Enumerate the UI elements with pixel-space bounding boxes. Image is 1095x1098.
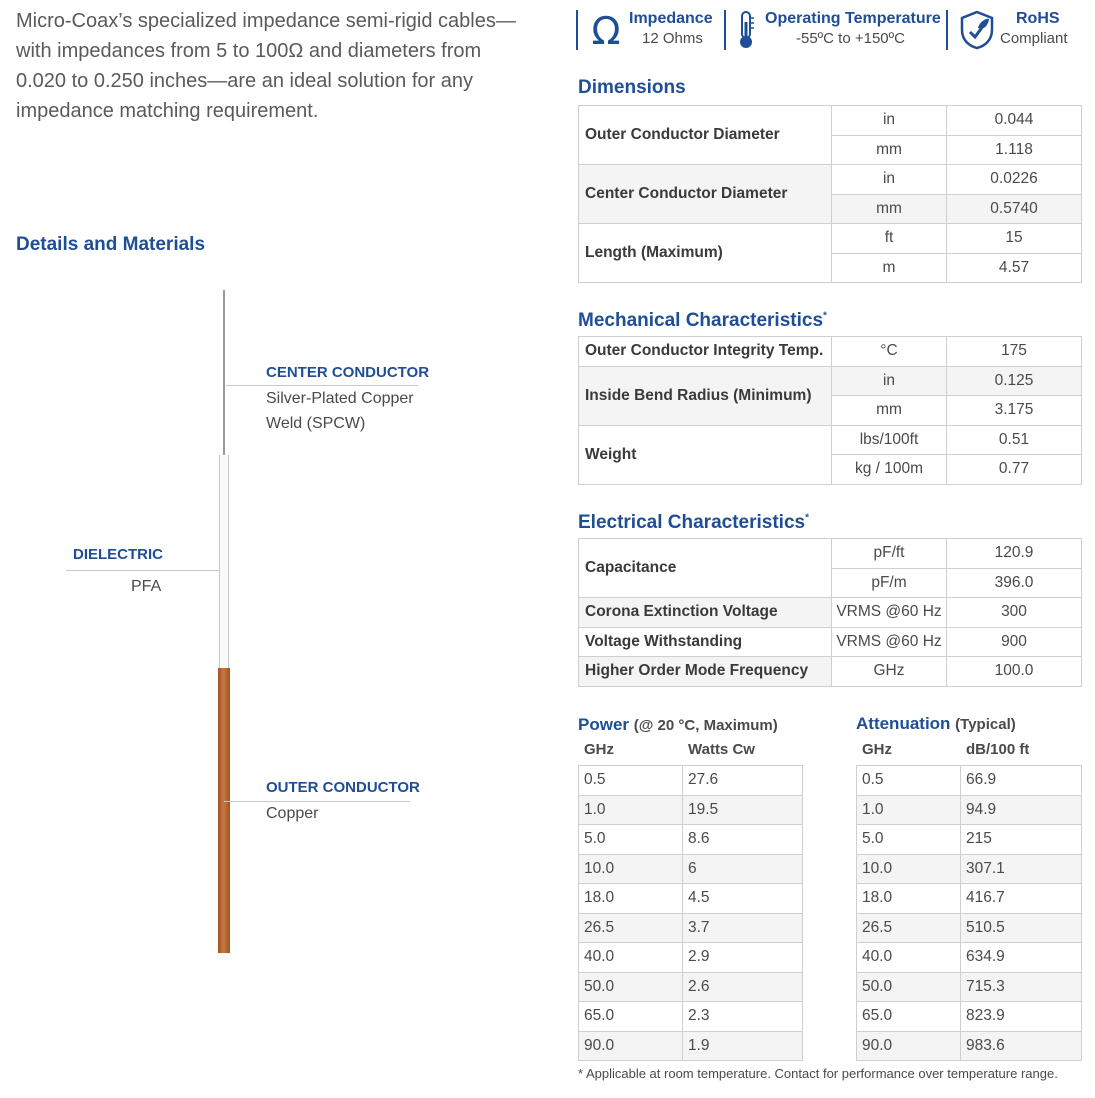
unit-cell: in	[832, 165, 947, 195]
outer-conductor-material: Copper	[266, 805, 319, 822]
frequency-cell: 26.5	[857, 913, 961, 943]
outer-diameter-label: Outer Conductor Diameter	[579, 106, 832, 165]
footnote-mark: *	[823, 310, 827, 322]
table-row	[579, 539, 1082, 569]
center-diameter-label: Center Conductor Diameter	[579, 165, 832, 224]
value-cell: 0.044	[947, 106, 1082, 136]
frequency-cell: 65.0	[579, 1002, 683, 1032]
value-cell: 15	[947, 224, 1082, 254]
table-row	[579, 1031, 803, 1061]
value-cell: 2.3	[683, 1002, 803, 1032]
omega-icon	[586, 10, 626, 50]
value-cell: 19.5	[683, 795, 803, 825]
power-qualifier: (@ 20 °C, Maximum)	[633, 717, 778, 734]
unit-cell: GHz	[832, 657, 947, 687]
length-label: Length (Maximum)	[579, 224, 832, 283]
footnote-mark: *	[805, 512, 809, 524]
table-row	[579, 1002, 803, 1032]
table-row	[579, 366, 1082, 396]
power-title	[578, 715, 778, 735]
attenuation-title-text: Attenuation	[856, 714, 951, 733]
frequency-cell: 40.0	[857, 943, 961, 973]
dielectric-wire	[219, 455, 229, 670]
center-conductor-wire	[223, 290, 225, 458]
power-col-ghz: GHz	[584, 741, 614, 758]
table-row	[857, 943, 1082, 973]
unit-cell: VRMS @60 Hz	[832, 627, 947, 657]
frequency-cell: 0.5	[579, 766, 683, 796]
frequency-cell: 0.5	[857, 766, 961, 796]
bend-radius-label: Inside Bend Radius (Minimum)	[579, 366, 832, 425]
frequency-cell: 65.0	[857, 1002, 961, 1032]
value-cell: 100.0	[947, 657, 1082, 687]
dielectric-title: DIELECTRIC	[73, 546, 163, 563]
dielectric-leader-line	[66, 570, 220, 571]
dielectric-material: PFA	[131, 578, 162, 595]
table-row	[579, 106, 1082, 136]
frequency-cell: 18.0	[857, 884, 961, 914]
svg-text:Ω: Ω	[591, 10, 621, 50]
unit-cell: pF/ft	[832, 539, 947, 569]
impedance-badge	[576, 10, 728, 50]
electrical-title	[578, 512, 809, 534]
frequency-cell: 5.0	[579, 825, 683, 855]
capacitance-label: Capacitance	[579, 539, 832, 598]
value-cell: 307.1	[961, 854, 1082, 884]
attenuation-col-db: dB/100 ft	[966, 741, 1030, 758]
spec-badges	[576, 10, 1086, 50]
homf-label: Higher Order Mode Frequency	[579, 657, 832, 687]
value-cell: 27.6	[683, 766, 803, 796]
dimensions-title: Dimensions	[578, 77, 686, 98]
table-row	[579, 825, 803, 855]
value-cell: 94.9	[961, 795, 1082, 825]
value-cell: 983.6	[961, 1031, 1082, 1061]
temperature-value: -55ºC to +150ºC	[796, 30, 905, 47]
value-cell: 3.7	[683, 913, 803, 943]
value-cell: 396.0	[947, 568, 1082, 598]
value-cell: 2.9	[683, 943, 803, 973]
mechanical-title-text: Mechanical Characteristics	[578, 310, 824, 331]
frequency-cell: 90.0	[579, 1031, 683, 1061]
impedance-value: 12 Ohms	[642, 30, 703, 47]
mechanical-table	[578, 336, 1082, 485]
attenuation-table	[856, 765, 1082, 1061]
power-table	[578, 765, 803, 1061]
dimensions-table	[578, 105, 1082, 283]
value-cell: 0.5740	[947, 194, 1082, 224]
frequency-cell: 40.0	[579, 943, 683, 973]
table-row	[857, 825, 1082, 855]
table-row	[857, 795, 1082, 825]
unit-cell: ft	[832, 224, 947, 254]
unit-cell: in	[832, 366, 947, 396]
frequency-cell: 1.0	[857, 795, 961, 825]
frequency-cell: 1.0	[579, 795, 683, 825]
unit-cell: VRMS @60 Hz	[832, 598, 947, 628]
rohs-value: Compliant	[1000, 30, 1068, 47]
power-title-text: Power	[578, 715, 630, 734]
frequency-cell: 5.0	[857, 825, 961, 855]
frequency-cell: 18.0	[579, 884, 683, 914]
value-cell: 300	[947, 598, 1082, 628]
value-cell: 634.9	[961, 943, 1082, 973]
table-row	[579, 598, 1082, 628]
table-row	[579, 972, 803, 1002]
temperature-badge	[724, 10, 948, 50]
electrical-table	[578, 538, 1082, 687]
center-conductor-title: CENTER CONDUCTOR	[266, 364, 430, 381]
frequency-cell: 50.0	[857, 972, 961, 1002]
table-row	[579, 913, 803, 943]
power-col-watts: Watts Cw	[688, 741, 755, 758]
table-row	[857, 884, 1082, 914]
unit-cell: m	[832, 253, 947, 283]
value-cell: 3.175	[947, 396, 1082, 426]
table-row	[579, 224, 1082, 254]
value-cell: 823.9	[961, 1002, 1082, 1032]
thermometer-icon	[734, 10, 758, 50]
rohs-title: RoHS	[1016, 10, 1060, 27]
table-row	[857, 1031, 1082, 1061]
unit-cell: in	[832, 106, 947, 136]
unit-cell: lbs/100ft	[832, 425, 947, 455]
table-row	[579, 884, 803, 914]
withstanding-label: Voltage Withstanding	[579, 627, 832, 657]
mechanical-title	[578, 310, 827, 332]
frequency-cell: 10.0	[857, 854, 961, 884]
value-cell: 4.57	[947, 253, 1082, 283]
value-cell: 66.9	[961, 766, 1082, 796]
value-cell: 0.0226	[947, 165, 1082, 195]
frequency-cell: 90.0	[857, 1031, 961, 1061]
table-row	[857, 972, 1082, 1002]
table-row	[579, 943, 803, 973]
value-cell: 2.6	[683, 972, 803, 1002]
electrical-title-text: Electrical Characteristics	[578, 512, 806, 533]
corona-label: Corona Extinction Voltage	[579, 598, 832, 628]
table-row	[579, 425, 1082, 455]
value-cell: 0.51	[947, 425, 1082, 455]
value-cell: 6	[683, 854, 803, 884]
temperature-title: Operating Temperature	[765, 10, 941, 27]
value-cell: 510.5	[961, 913, 1082, 943]
details-title: Details and Materials	[16, 234, 206, 255]
table-row	[579, 766, 803, 796]
unit-cell: kg / 100m	[832, 455, 947, 485]
footnote: * Applicable at room temperature. Contact for performance over temperature range.	[578, 1066, 1058, 1081]
value-cell: 0.77	[947, 455, 1082, 485]
value-cell: 8.6	[683, 825, 803, 855]
unit-cell: mm	[832, 194, 947, 224]
table-row	[579, 627, 1082, 657]
rohs-badge	[946, 10, 1086, 50]
frequency-cell: 10.0	[579, 854, 683, 884]
frequency-cell: 26.5	[579, 913, 683, 943]
shield-leaf-icon	[958, 10, 996, 50]
attenuation-col-ghz: GHz	[862, 741, 892, 758]
table-row	[857, 766, 1082, 796]
table-row	[857, 1002, 1082, 1032]
unit-cell: °C	[832, 337, 947, 367]
value-cell: 4.5	[683, 884, 803, 914]
table-row	[579, 795, 803, 825]
table-row	[579, 657, 1082, 687]
value-cell: 900	[947, 627, 1082, 657]
table-row	[857, 913, 1082, 943]
value-cell: 1.9	[683, 1031, 803, 1061]
center-conductor-material-2: Weld (SPCW)	[266, 415, 366, 432]
unit-cell: mm	[832, 135, 947, 165]
unit-cell: pF/m	[832, 568, 947, 598]
value-cell: 1.118	[947, 135, 1082, 165]
integrity-temp-label: Outer Conductor Integrity Temp.	[579, 337, 832, 367]
outer-conductor-title: OUTER CONDUCTOR	[266, 779, 420, 796]
value-cell: 215	[961, 825, 1082, 855]
table-row	[579, 165, 1082, 195]
value-cell: 120.9	[947, 539, 1082, 569]
table-row	[579, 854, 803, 884]
attenuation-qualifier: (Typical)	[955, 716, 1016, 733]
value-cell: 715.3	[961, 972, 1082, 1002]
table-row	[579, 337, 1082, 367]
frequency-cell: 50.0	[579, 972, 683, 1002]
center-conductor-material-1: Silver-Plated Copper	[266, 390, 414, 407]
value-cell: 416.7	[961, 884, 1082, 914]
impedance-title: Impedance	[629, 10, 713, 27]
value-cell: 175	[947, 337, 1082, 367]
attenuation-title	[856, 714, 1016, 734]
table-row	[857, 854, 1082, 884]
intro-paragraph: Micro-Coax’s specialized impedance semi-rigid cables—with impedances from 5 to 100Ω and diameters from 0.020 to 0.250 inches—are an ideal solution for any impedance matching requirement.	[16, 10, 516, 122]
unit-cell: mm	[832, 396, 947, 426]
weight-label: Weight	[579, 425, 832, 484]
value-cell: 0.125	[947, 366, 1082, 396]
outer-conductor-wire	[218, 668, 230, 953]
